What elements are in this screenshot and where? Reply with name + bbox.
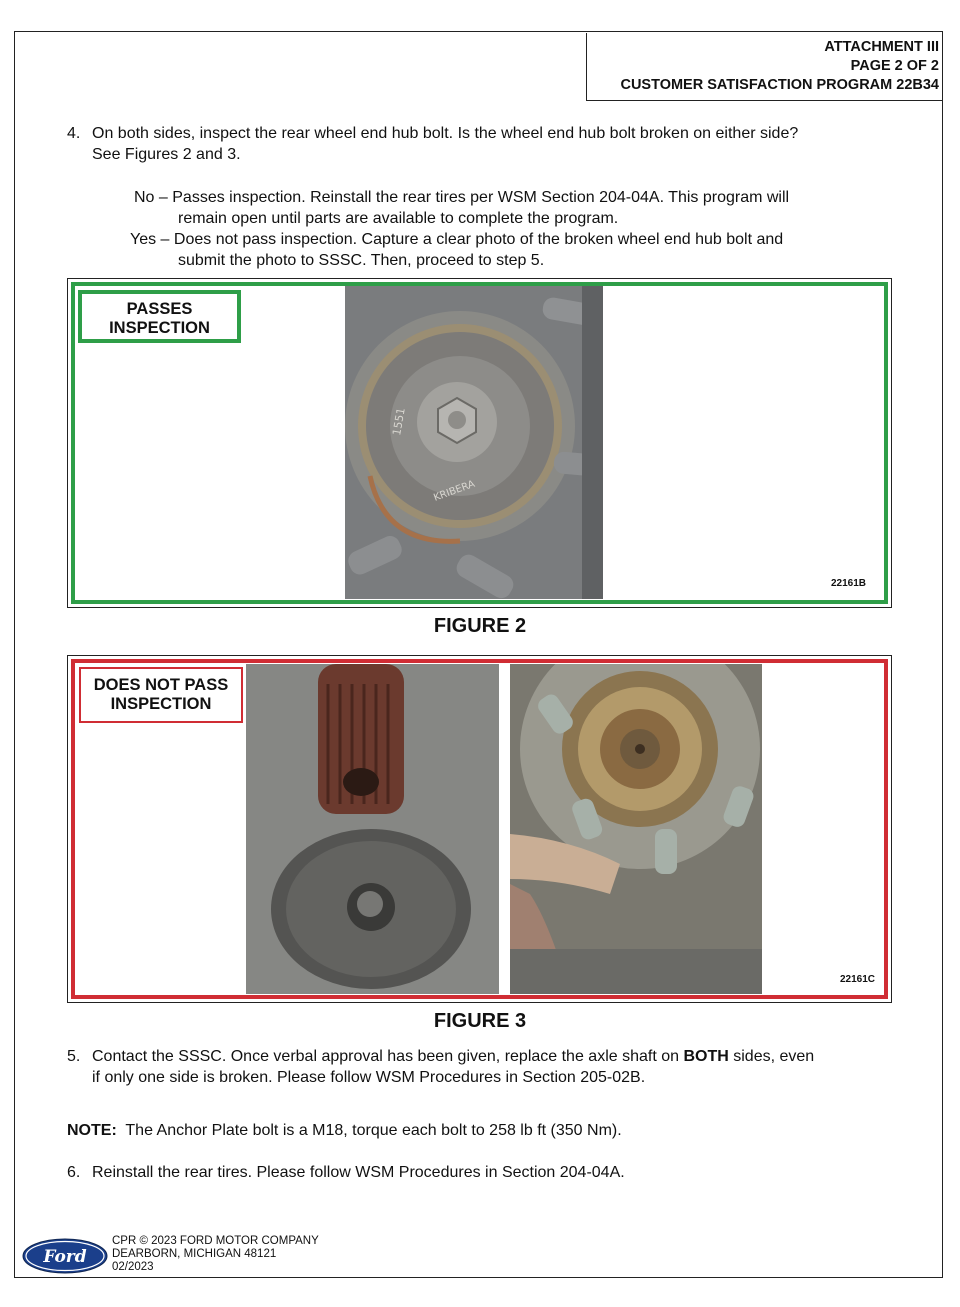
note-label: NOTE:	[67, 1122, 117, 1139]
step-5-text-line2: if only one side is broken. Please follow WSM Procedures in Section 205-02B.	[92, 1069, 646, 1086]
note-text: The Anchor Plate bolt is a M18, torque each bolt to 258 lb ft (350 Nm).	[125, 1122, 622, 1139]
step-4-no-line1: No – Passes inspection. Reinstall the rear tires per WSM Section 204-04A. This program will	[134, 189, 790, 206]
footer-date: 02/2023	[112, 1261, 154, 1273]
attachment-title: ATTACHMENT III	[824, 39, 939, 55]
broken-bolt-photo	[246, 664, 499, 994]
hub-stamp-text: 1551	[390, 406, 408, 437]
ford-logo-text: Ford	[43, 1247, 87, 1267]
figure-2-frame	[67, 278, 892, 608]
passes-label-line1: PASSES	[126, 300, 193, 318]
passes-label-line2: INSPECTION	[109, 319, 210, 337]
footer-copyright	[112, 1235, 319, 1274]
note-paragraph	[67, 1120, 622, 1141]
step-4-yes-line1: Yes – Does not pass inspection. Capture a clear photo of the broken wheel end hub bolt and	[130, 231, 784, 248]
passes-inspection-label	[78, 290, 241, 343]
hub-photo-pass-image	[345, 286, 603, 599]
step-4-text-line2: See Figures 2 and 3.	[92, 146, 241, 163]
hub-stamp-text-2: KRIBERA	[432, 478, 477, 504]
step-5-text-post: sides, even	[728, 1048, 815, 1065]
step-4-text-line1: On both sides, inspect the rear wheel end hub bolt. Is the wheel end hub bolt broken on either side?	[92, 125, 799, 142]
hub-photo-fail-image	[510, 664, 762, 994]
step-4-yes-line2: submit the photo to SSSC. Then, proceed to step 5.	[178, 252, 545, 269]
attachment-header	[586, 33, 943, 101]
program-title: CUSTOMER SATISFACTION PROGRAM 22B34	[620, 77, 939, 93]
step-5-text-line1	[92, 1046, 814, 1067]
step-6-text: Reinstall the rear tires. Please follow WSM Procedures in Section 204-04A.	[92, 1164, 625, 1181]
ford-oval-icon	[22, 1238, 108, 1274]
page-number: PAGE 2 OF 2	[850, 58, 939, 74]
broken-bolt-image	[246, 664, 499, 994]
hub-photo-pass	[345, 286, 603, 599]
footer-line2: DEARBORN, MICHIGAN 48121	[112, 1248, 277, 1260]
step-5-text-pre: Contact the SSSC. Once verbal approval has been given, replace the axle shaft on	[92, 1048, 684, 1065]
fail-label-line2: INSPECTION	[110, 695, 212, 713]
figure-3-code: 22161C	[840, 974, 876, 985]
fail-label-line1: DOES NOT PASS	[93, 676, 229, 694]
figure-2-caption: FIGURE 2	[433, 615, 527, 637]
footer-line1: CPR © 2023 FORD MOTOR COMPANY	[112, 1235, 319, 1247]
does-not-pass-label	[79, 667, 243, 723]
step-4-no-line2: remain open until parts are available to complete the program.	[178, 210, 619, 227]
ford-logo	[22, 1238, 108, 1279]
step-5-emphasis: BOTH	[683, 1048, 729, 1065]
figure-2-code: 22161B	[831, 578, 867, 589]
figure-3-frame	[67, 655, 892, 1003]
figure-3-caption: FIGURE 3	[433, 1010, 527, 1032]
step-5-number: 5.	[67, 1048, 81, 1065]
hub-photo-fail	[510, 664, 762, 994]
step-6-number: 6.	[67, 1164, 81, 1181]
step-4-number: 4.	[67, 125, 81, 142]
